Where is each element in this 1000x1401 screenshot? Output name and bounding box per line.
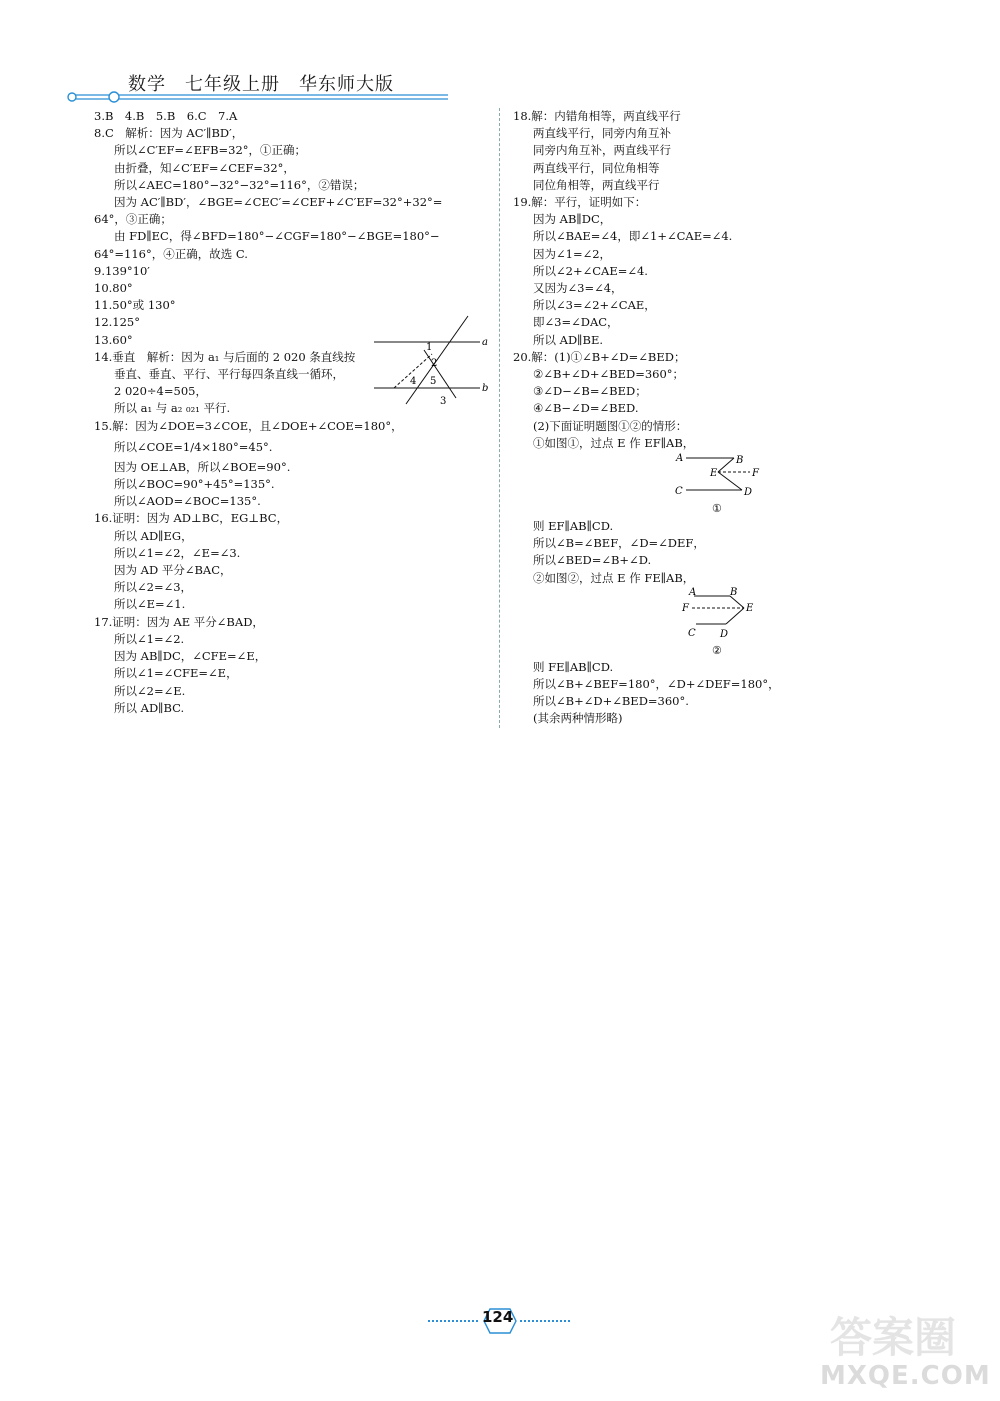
- fig2-label-b: B: [730, 587, 738, 598]
- fig1-label-e: E: [710, 468, 718, 479]
- fig1-label-b: B: [736, 455, 744, 466]
- answer-line: 所以∠B+∠BEF=180°，∠D+∠DEF=180°，: [533, 677, 780, 692]
- fig2-label-c: C: [688, 628, 696, 639]
- fig14-label-1: 1: [426, 342, 433, 353]
- answer-line: ②如图②，过点 E 作 FE∥AB，: [533, 570, 695, 585]
- figure-2: [678, 586, 778, 658]
- answer-line: 所以∠AOD=∠BOC=135°.: [114, 494, 261, 509]
- watermark-logo-text: 答案圈: [830, 1313, 957, 1362]
- fig1-label-d: D: [744, 487, 753, 498]
- answer-line: 所以∠2=∠3，: [114, 580, 193, 595]
- answer-line: 8.C 解析：因为 AC′∥BD′，: [94, 126, 244, 141]
- figure-q14: [372, 312, 492, 408]
- answer-line: 所以∠2+∠CAE=∠4.: [533, 263, 648, 278]
- answer-line: 又因为∠3=∠4，: [533, 281, 623, 296]
- watermark-url: MXQE.COM: [820, 1361, 991, 1391]
- answer-line: 所以∠B=∠BEF，∠D=∠DEF，: [533, 536, 705, 551]
- answer-line: 11.50°或 130°: [94, 298, 176, 313]
- answer-line: 所以∠1=∠CFE=∠E，: [114, 666, 238, 681]
- answer-line: 所以 AD∥BC.: [114, 700, 185, 715]
- answer-line: 9.139°10′: [94, 263, 150, 278]
- answer-line: 因为 OE⊥AB，所以∠BOE=90°.: [114, 459, 291, 474]
- answer-line: 同旁内角互补，两直线平行: [533, 143, 671, 158]
- fig2-label-f: F: [682, 603, 689, 614]
- answer-line: 所以∠2=∠E.: [114, 683, 186, 698]
- answer-line: 由 FD∥EC，得∠BFD=180°−∠CGF=180°−∠BGE=180°−: [114, 229, 440, 244]
- fig14-label-4: 4: [410, 376, 417, 387]
- header-title: 数学 七年级上册 华东师大版: [128, 74, 394, 95]
- fig2-label-d: D: [720, 629, 729, 640]
- answer-line: 所以∠BED=∠B+∠D.: [533, 553, 652, 568]
- answer-line: 17.证明：因为 AE 平分∠BAD，: [94, 614, 264, 629]
- answer-line: (2)下面证明题图①②的情形：: [533, 418, 688, 433]
- answer-line: 两直线平行，同位角相等: [533, 160, 660, 175]
- answer-line: 所以∠1=∠2.: [114, 631, 185, 646]
- answer-line: 所以∠BOC=90°+45°=135°.: [114, 477, 275, 492]
- answer-line: 所以∠1=∠2，∠E=∠3.: [114, 545, 241, 560]
- answer-line: 2 020÷4=505，: [114, 384, 207, 399]
- answer-line: 两直线平行，同旁内角互补: [533, 126, 671, 141]
- answer-line: 12.125°: [94, 315, 140, 330]
- answer-line: 15.解：因为∠DOE=3∠COE，且∠DOE+∠COE=180°，: [94, 418, 403, 433]
- fig14-label-a: a: [482, 337, 488, 348]
- answer-line: ②∠B+∠D+∠BED=360°；: [533, 367, 685, 382]
- answer-line: 则 EF∥AB∥CD.: [533, 519, 614, 534]
- left-column: [94, 108, 490, 717]
- page-header: [0, 0, 1000, 110]
- answer-line: 3.B 4.B 5.B 6.C 7.A: [94, 109, 238, 123]
- answer-line: 所以∠COE=1/4×180°=45°.: [114, 439, 273, 454]
- answer-line: 所以∠3=∠2+∠CAE，: [533, 298, 656, 313]
- answer-line: 所以 AD∥EG，: [114, 528, 193, 543]
- answer-line: 所以∠B+∠D+∠BED=360°.: [533, 694, 689, 709]
- fig1-label-a: A: [676, 453, 684, 464]
- answer-line: 所以∠AEC=180°−32°−32°=116°，②错误；: [114, 177, 365, 192]
- fig2-label-a: A: [689, 587, 697, 598]
- answer-line: 10.80°: [94, 281, 133, 296]
- fig14-label-2: 2: [431, 358, 438, 369]
- fig14-label-5: 5: [430, 376, 437, 387]
- fig14-label-b: b: [482, 383, 489, 394]
- fig2-caption: ②: [712, 644, 722, 657]
- fig1-label-f: F: [752, 468, 759, 479]
- answer-line: 20.解：(1)①∠B+∠D=∠BED；: [513, 349, 686, 364]
- answer-line: 所以∠E=∠1.: [114, 597, 186, 612]
- fig1-caption: ①: [712, 502, 722, 515]
- fig14-label-3: 3: [440, 396, 447, 407]
- answer-line: 同位角相等，两直线平行: [533, 177, 660, 192]
- answer-line: 18.解：内错角相等，两直线平行: [513, 109, 681, 123]
- answer-line: 则 FE∥AB∥CD.: [533, 659, 614, 674]
- answer-line: ①如图①，过点 E 作 EF∥AB，: [533, 435, 695, 450]
- answer-line: ④∠B−∠D=∠BED.: [533, 401, 639, 416]
- fig1-label-c: C: [675, 486, 683, 497]
- fig2-label-e: E: [746, 603, 754, 614]
- answer-line: 64°，③正确；: [94, 212, 172, 227]
- answer-line: 因为 AB∥DC，: [533, 212, 612, 227]
- answer-line: 因为 AB∥DC，∠CFE=∠E，: [114, 649, 267, 664]
- answer-line: 19.解：平行，证明如下：: [513, 195, 647, 210]
- answer-line: 64°=116°，④正确，故选 C.: [94, 246, 248, 261]
- answer-line: ③∠D−∠B=∠BED；: [533, 384, 647, 399]
- answer-line: 因为 AC′∥BD′，∠BGE=∠CEC′=∠CEF+∠C′EF=32°+32°=: [114, 195, 443, 210]
- page-number: 124: [482, 1308, 514, 1326]
- answer-line: 13.60°: [94, 332, 133, 347]
- answer-line: (其余两种情形略): [533, 711, 623, 726]
- answer-line: 16.证明：因为 AD⊥BC，EG⊥BC，: [94, 511, 289, 526]
- answer-line: 所以∠C′EF=∠EFB=32°，①正确；: [114, 143, 307, 158]
- answer-line: 由折叠，知∠C′EF=∠CEF=32°，: [114, 160, 295, 175]
- answer-line: 因为 AD 平分∠BAC，: [114, 563, 232, 578]
- answer-line: 因为∠1=∠2，: [533, 246, 612, 261]
- answer-line: 所以∠BAE=∠4，即∠1+∠CAE=∠4.: [533, 229, 733, 244]
- column-divider: [499, 108, 500, 728]
- answer-line: 所以 a₁ 与 a₂ ₀₂₁ 平行.: [114, 401, 231, 416]
- answer-line: 14.垂直 解析：因为 a₁ 与后面的 2 020 条直线按: [94, 349, 356, 364]
- answer-line: 垂直、垂直、平行、平行每四条直线一循环，: [114, 367, 344, 382]
- figure-1: [672, 450, 772, 518]
- watermark: [820, 1305, 990, 1395]
- answer-line: 即∠3=∠DAC，: [533, 315, 619, 330]
- answer-line: 所以 AD∥BE.: [533, 332, 603, 347]
- page-number-block: [420, 1304, 580, 1338]
